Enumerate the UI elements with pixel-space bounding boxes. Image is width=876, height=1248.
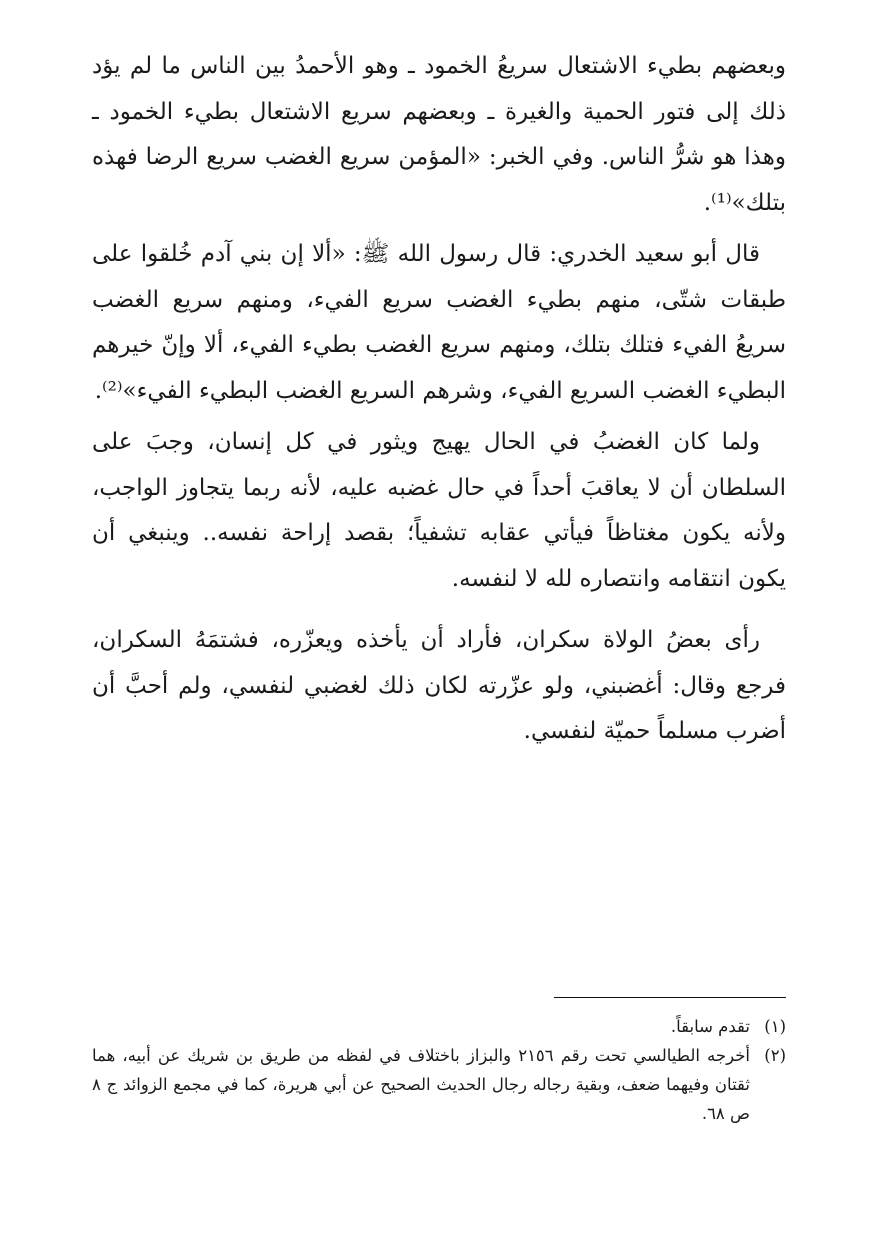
footnote-1-text: تقدم سابقاً. xyxy=(670,1017,750,1036)
footnote-1-number: (١) xyxy=(764,1017,786,1036)
paragraph-4: رأى بعضُ الولاة سكران، فأراد أن يأخذه ويعزّره، فشتمَهُ السكران، فرجع وقال: أغضبني، ولو عزّرته لكان ذلك لغضبي لنفسي، ولم أحبَّ أن أضرب مسلماً حميّة لنفسي. xyxy=(92,627,786,744)
footnotes xyxy=(92,1012,786,1128)
paragraph-3: ولما كان الغضبُ في الحال يهيج ويثور في كل إنسان، وجبَ على السلطان أن لا يعاقبَ أحداً في حال غضبه عليه، لأنه ربما يتجاوز الواجب، ولأنه يكون مغتاظاً فيأتي عقابه تشفياً؛ بقصد إراحة نفسه.. وينبغي أن يكون انتقامه وانتصاره لله لا لنفسه. xyxy=(92,429,786,592)
paragraph-1: وبعضهم بطيء الاشتعال سريعُ الخمود ـ وهو الأحمدُ بين الناس ما لم يؤد ذلك إلى فتور الحمية والغيرة ـ وبعضهم سريع الاشتعال بطيء الخمود ـ وهذا هو شرُّ الناس. وفي الخبر: «المؤمن سريع الغضب سريع الرضا فهذه بتلك»⁽¹⁾. xyxy=(92,53,786,216)
paragraph-2: قال أبو سعيد الخدري: قال رسول الله ﷺ: «ألا إن بني آدم خُلقوا على طبقات شتّى، منهم بطيء الغضب سريع الفيء، ومنهم سريع الغضب سريعُ الفيء فتلك بتلك، ومنهم سريع الغضب بطيء الفيء، ألا وإنّ خيرهم البطيء الغضب السريع الفيء، وشرهم السريع الغضب البطيء الفيء»⁽²⁾. xyxy=(92,241,786,404)
footnote-2 xyxy=(92,1041,786,1128)
main-text xyxy=(92,44,786,755)
footnote-separator xyxy=(554,997,786,998)
footnote-2-text: أخرجه الطيالسي تحت رقم ٢١٥٦ والبزاز باختلاف في لفظه من طريق بن شريك عن أبيه، هما ثقتان وفيهما ضعف، وبقية رجاله رجال الحديث الصحيح عن أبي هريرة، كما في مجمع الزوائد ج ٨ ص ٦٨. xyxy=(92,1046,750,1123)
footnote-2-number: (٢) xyxy=(764,1046,786,1065)
footnote-1 xyxy=(92,1012,786,1041)
